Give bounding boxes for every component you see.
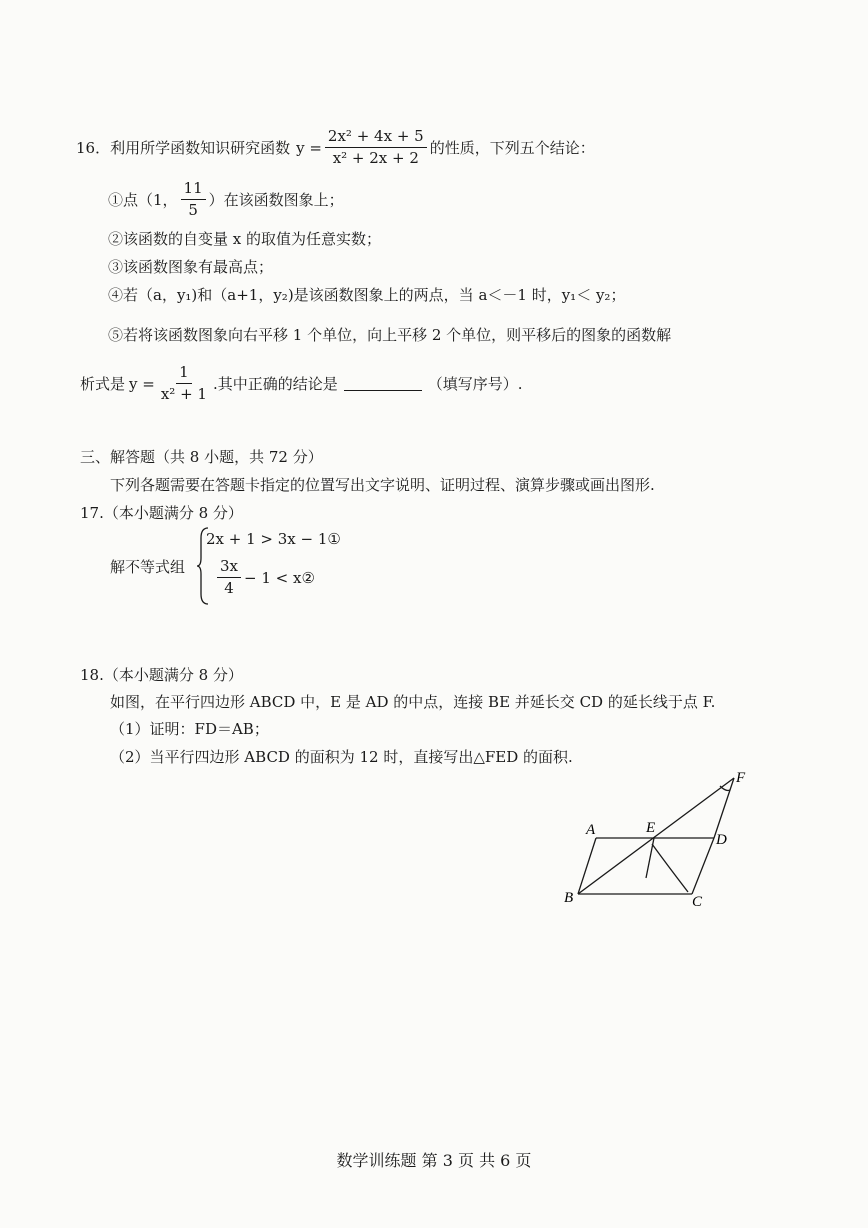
q16-conclusion-2: ②该函数的自变量 x 的取值为任意实数； <box>108 230 381 248</box>
label-D: D <box>716 832 727 848</box>
q16-frac-numerator: 2x² + 4x + 5 <box>325 128 427 148</box>
section-instruction: 下列各题需要在答题卡指定的位置写出文字说明、证明过程、演算步骤或画出图形. <box>110 476 655 494</box>
q16-c5b-fraction <box>158 364 210 404</box>
q16-c5b-post: .其中正确的结论是 <box>212 375 338 394</box>
label-C: C <box>692 894 703 910</box>
segment-DF <box>714 778 734 838</box>
q17-frac-den: 4 <box>224 579 234 598</box>
q16-c5b-pre: 析式是 <box>80 375 126 394</box>
q16-c5b-den: x² + 1 <box>160 385 207 404</box>
q16-lead: 利用所学函数知识研究函数 <box>110 139 291 158</box>
q17-ineq2-post: − 1 < x② <box>244 568 315 587</box>
q16-trail: 的性质，下列五个结论： <box>429 139 595 158</box>
segment-AB <box>578 838 596 894</box>
q17-fraction <box>217 558 241 598</box>
section-title: 三、解答题（共 8 小题，共 72 分） <box>80 448 323 466</box>
label-A: A <box>586 822 596 838</box>
label-B: B <box>564 890 574 906</box>
q16-c5b-num: 1 <box>176 364 192 384</box>
q16-conclusion-4: ④若（a，y₁)和（a+1，y₂)是该函数图象上的两点，当 a＜－1 时，y₁＜ y₂； <box>108 286 626 304</box>
answer-blank[interactable] <box>344 376 422 391</box>
aux-curve <box>652 844 688 892</box>
q16-c5b-tail: （填写序号）. <box>427 375 523 394</box>
q16-frac-denominator: x² + 2x + 2 <box>332 149 419 168</box>
q16-conclusion-1 <box>108 180 344 220</box>
label-F: F <box>736 770 746 786</box>
angle-mark-F <box>720 786 730 791</box>
q16-c1-post: ）在该函数图象上； <box>208 191 344 210</box>
q18-part-2: （2）当平行四边形 ABCD 的面积为 12 时，直接写出△FED 的面积. <box>110 748 573 766</box>
q16-c5b-y: y = <box>129 374 155 393</box>
segment-BF <box>578 778 734 894</box>
q16-c1-den: 5 <box>188 201 198 220</box>
q17-frac-num: 3x <box>217 558 241 578</box>
q18-part-1: （1）证明：FD＝AB； <box>110 720 269 738</box>
q16-number: 16． <box>76 139 111 158</box>
q16-y-eq: y = <box>296 138 322 157</box>
q17-number: 17.（本小题满分 8 分） <box>80 504 243 522</box>
page-footer: 数学训练题 第 3 页 共 6 页 <box>336 1151 532 1170</box>
q18-stem: 如图，在平行四边形 ABCD 中，E 是 AD 的中点，连接 BE 并延长交 CD 的延长线于点 F. <box>110 693 716 711</box>
q16-c1-fraction <box>181 180 206 220</box>
q17-inequality-1: 2x + 1 > 3x − 1① <box>206 530 341 548</box>
q17-inequality-2 <box>214 558 315 598</box>
q16-line1 <box>76 128 595 168</box>
label-E: E <box>646 820 656 836</box>
segment-DC <box>692 838 714 894</box>
q16-conclusion-5: ⑤若将该函数图象向右平移 1 个单位，向上平移 2 个单位，则平移后的图象的函数解 <box>108 326 672 344</box>
q16-conclusion-5-cont <box>80 364 523 404</box>
parallelogram-figure <box>560 766 760 912</box>
q16-conclusion-3: ③该函数图象有最高点； <box>108 258 274 276</box>
q18-number: 18.（本小题满分 8 分） <box>80 666 243 684</box>
q16-c1-pre: ①点（1， <box>108 191 178 210</box>
q16-fraction <box>325 128 427 168</box>
q17-lead: 解不等式组 <box>110 558 186 576</box>
q16-c1-num: 11 <box>181 180 206 200</box>
